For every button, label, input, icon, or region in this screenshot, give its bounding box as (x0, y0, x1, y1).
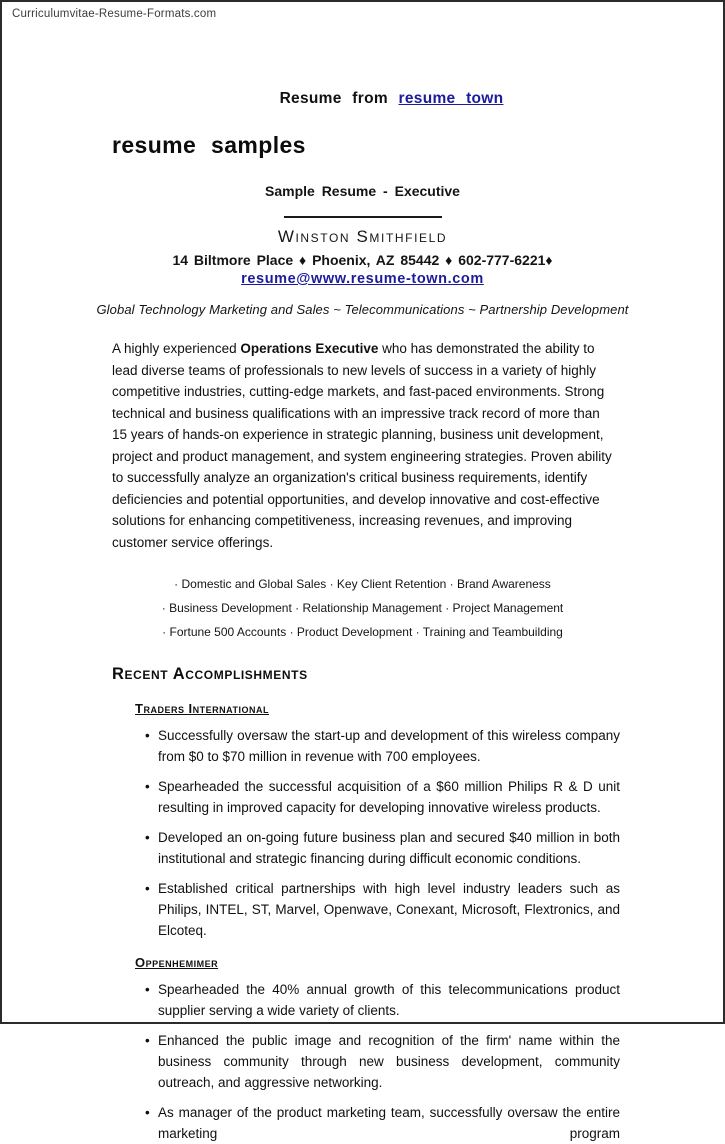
resume-from-text: Resume from (279, 90, 388, 107)
accomplishment-item: • Successfully oversaw the start-up and development of this wireless company from $0 to $70 million in revenue with 700 employees. (147, 725, 620, 767)
summary-rest: who has demonstrated the ability to lead diverse teams of professionals to new levels of success in a variety of highly competitive industries, cutting-edge markets, and fast-paced environments. Strong technical and business qualifications with an impressive track record of more than 15 years of hands-on experience in strategic planning, business unit development, project and product management, and system engineering strategies. Proven ability to successfully analyze an organization's critical business requirements, identify deficiencies and potential opportunities, and develop innovative and cost-effective solutions for enhancing competitiveness, increasing revenues, and improving customer service offerings. (112, 341, 612, 550)
accomplishment-item: • Spearheaded the 40% annual growth of this telecommunications product supplier serving a wide variety of clients. (147, 979, 620, 1021)
specialty-tagline: Global Technology Marketing and Sales ~ Telecommunications ~ Partnership Development (96, 302, 629, 317)
accomplishment-item: • Enhanced the public image and recognition of the firm' name within the business community through new business development, community outreach, and aggressive networking. (147, 1030, 620, 1093)
section-heading-recent-accomplishments: Recent Accomplishments (112, 665, 308, 683)
candidate-name: Winston Smithfield (277, 227, 448, 246)
summary-lead: A highly experienced (112, 341, 241, 356)
accomplishment-list-oppenhemimer (147, 979, 620, 1144)
accomplishment-list-traders (147, 725, 620, 941)
contact-address: 14 Biltmore Place ♦ Phoenix, AZ 85442 ♦ 602-777-6221♦ (172, 252, 553, 268)
company-heading-oppenhemimer: Oppenhemimer (135, 955, 219, 970)
document-title: Sample Resume - Executive (265, 183, 460, 199)
skills-line: · Business Development · Relationship Management · Project Management (161, 601, 564, 615)
skills-line: · Domestic and Global Sales · Key Client Retention · Brand Awareness (174, 577, 551, 591)
skills-list (2, 572, 723, 644)
title-divider (284, 216, 442, 218)
contact-email-line (2, 271, 723, 287)
email-link[interactable]: resume@www.resume-town.com (241, 271, 484, 287)
summary-bold-title: Operations Executive (240, 341, 379, 356)
resume-town-link[interactable]: resume town (398, 90, 504, 107)
resume-from-line (2, 90, 723, 108)
summary-paragraph (112, 338, 617, 553)
accomplishment-item: • Spearheaded the successful acquisition of a $60 million Philips R & D unit resulting in improved capacity for developing innovative wireless products. (147, 776, 620, 818)
site-heading: resume samples (112, 132, 306, 158)
site-watermark: Curriculumvitae-Resume-Formats.com (12, 8, 217, 20)
company-heading-traders-international: Traders International (135, 701, 269, 716)
skills-line: · Fortune 500 Accounts · Product Development · Training and Teambuilding (162, 625, 563, 639)
accomplishment-item: • As manager of the product marketing team, successfully oversaw the entire marketing program (147, 1102, 620, 1144)
accomplishment-item: • Developed an on-going future business plan and secured $40 million in both institutional and strategic financing during difficult economic conditions. (147, 827, 620, 869)
accomplishment-item: • Established critical partnerships with high level industry leaders such as Philips, INTEL, ST, Marvel, Openwave, Conexant, Microsoft, Flextronics, and Elcoteq. (147, 878, 620, 941)
